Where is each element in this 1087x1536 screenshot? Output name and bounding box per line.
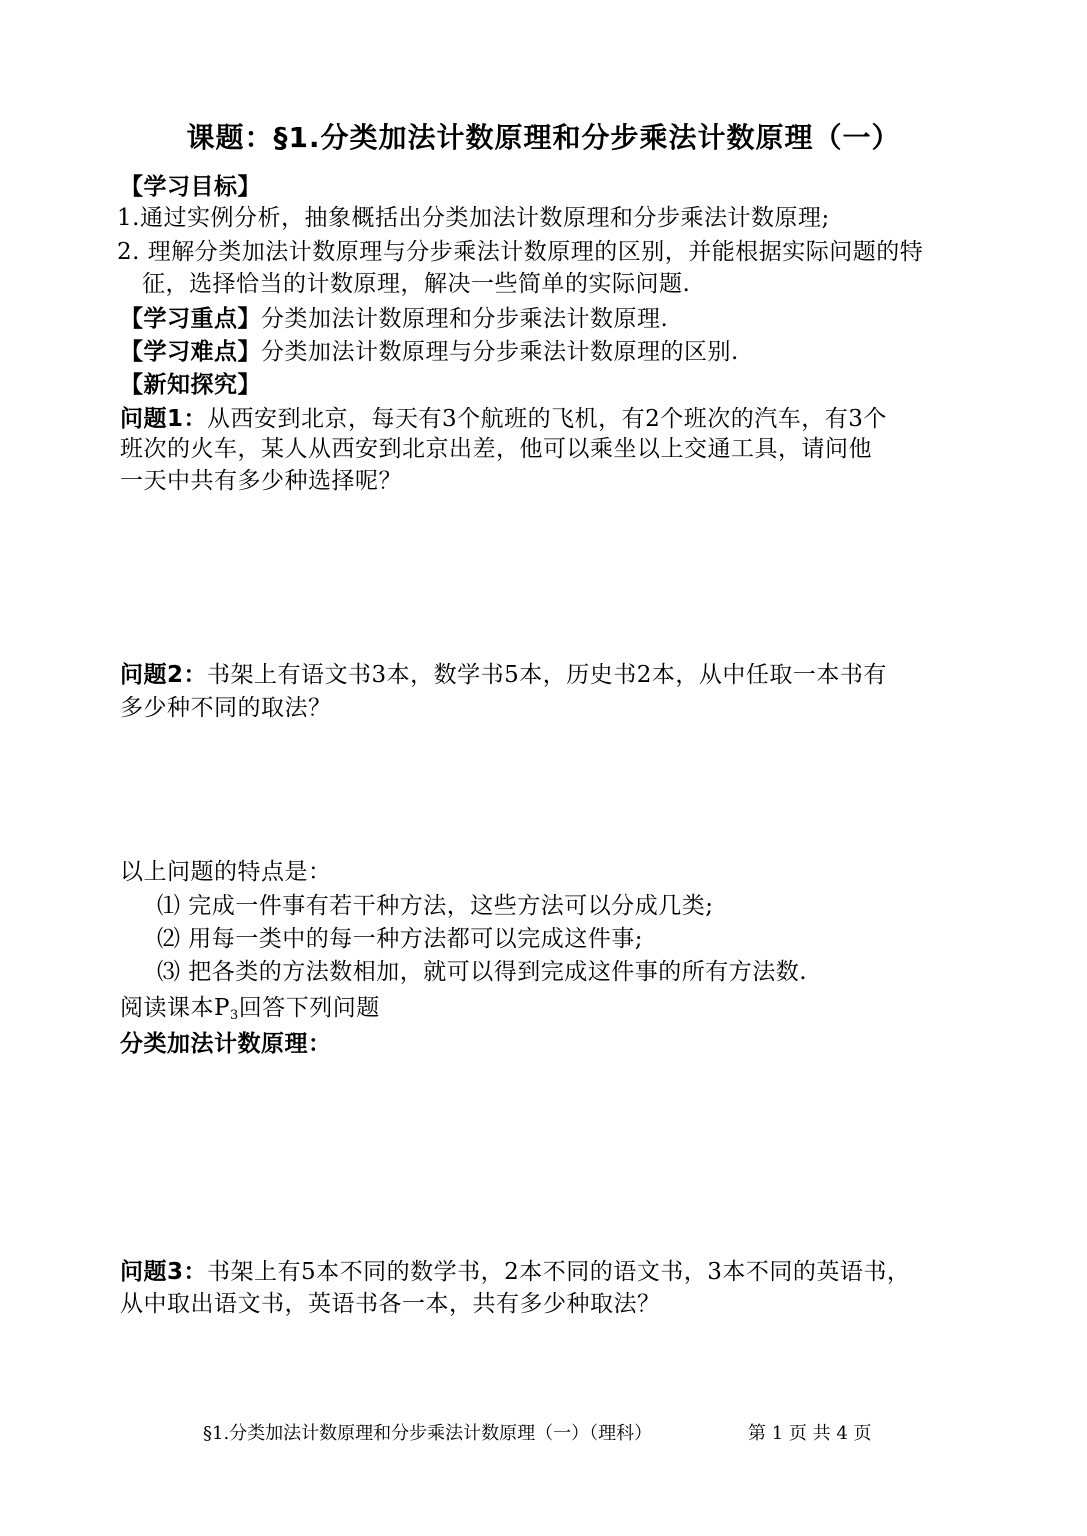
difficulty-line xyxy=(120,337,739,367)
read-page-subscript: 3 xyxy=(229,1008,239,1023)
q1-line-1 xyxy=(120,404,887,434)
key-point-line xyxy=(120,304,668,334)
goal-item-1: 1.通过实例分析，抽象概括出分类加法计数原理和分步乘法计数原理; xyxy=(117,205,830,231)
q3-line-1 xyxy=(120,1257,910,1287)
principle-label: 分类加法计数原理： xyxy=(120,1031,332,1057)
page-title: 课题：§1.分类加法计数原理和分步乘法计数原理（一） xyxy=(186,121,901,154)
feature-item-3: ⑶ 把各类的方法数相加，就可以得到完成这件事的所有方法数. xyxy=(157,959,808,985)
q3-label: 问题3： xyxy=(120,1259,208,1285)
feature-item-2: ⑵ 用每一类中的每一种方法都可以完成这件事; xyxy=(157,926,644,952)
explore-heading: 【新知探究】 xyxy=(120,372,261,398)
q2-line-2: 多少种不同的取法？ xyxy=(120,695,332,721)
difficulty-text: 分类加法计数原理与分步乘法计数原理的区别. xyxy=(261,339,739,365)
key-point-text: 分类加法计数原理和分步乘法计数原理. xyxy=(261,306,669,332)
q2-label: 问题2： xyxy=(120,662,208,688)
q3-line-2: 从中取出语文书，英语书各一本，共有多少种取法？ xyxy=(120,1291,661,1317)
footer-title: §1.分类加法计数原理和分步乘法计数原理（一）（理科） xyxy=(203,1423,653,1444)
q1-label: 问题1： xyxy=(120,406,208,432)
q2-text-1: 书架上有语文书3本，数学书5本，历史书2本，从中任取一本书有 xyxy=(207,662,887,688)
goals-heading: 【学习目标】 xyxy=(120,174,261,200)
read-textbook-line xyxy=(120,993,380,1031)
q2-line-1 xyxy=(120,660,887,690)
q3-text-1: 书架上有5本不同的数学书，2本不同的语文书，3本不同的英语书， xyxy=(207,1259,911,1285)
q1-line-3: 一天中共有多少种选择呢？ xyxy=(120,468,402,494)
footer-page-number: 第 1 页 共 4 页 xyxy=(748,1423,872,1444)
q1-line-2: 班次的火车，某人从西安到北京出差，他可以乘坐以上交通工具，请问他 xyxy=(120,436,872,462)
goal-item-2-line-2: 征，选择恰当的计数原理，解决一些简单的实际问题. xyxy=(142,271,691,297)
q1-text-1: 从西安到北京，每天有3个航班的飞机，有2个班次的汽车，有3个 xyxy=(207,406,887,432)
goal-item-2-line-1: 2. 理解分类加法计数原理与分步乘法计数原理的区别，并能根据实际问题的特 xyxy=(117,239,924,265)
feature-item-1: ⑴ 完成一件事有若干种方法，这些方法可以分成几类; xyxy=(157,893,714,919)
read-prefix: 阅读课本P xyxy=(120,995,230,1021)
difficulty-label: 【学习难点】 xyxy=(120,339,261,365)
features-intro: 以上问题的特点是： xyxy=(120,859,332,885)
key-point-label: 【学习重点】 xyxy=(120,306,261,332)
read-suffix: 回答下列问题 xyxy=(238,995,380,1021)
